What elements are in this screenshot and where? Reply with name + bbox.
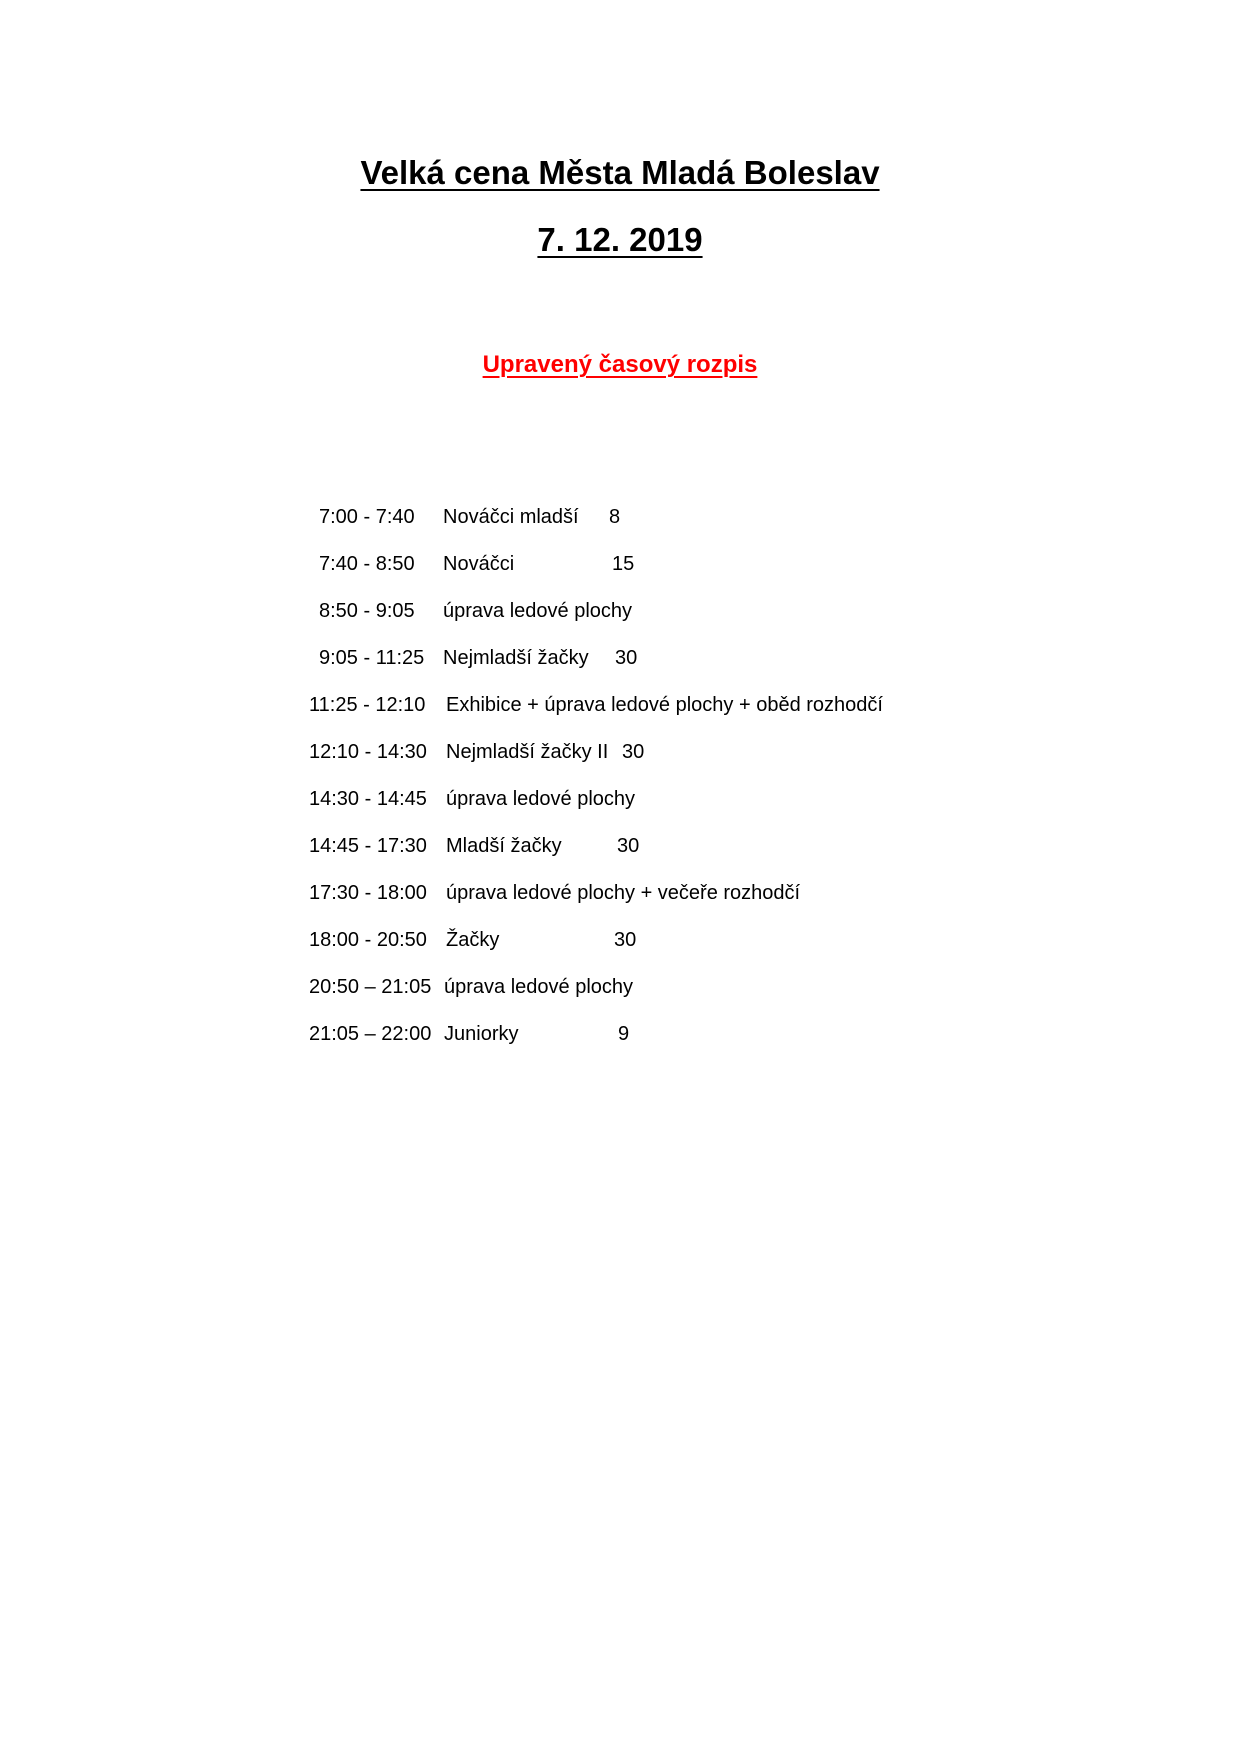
schedule-row — [0, 549, 1240, 579]
schedule-time: 7:00 - 7:40 — [319, 506, 415, 528]
schedule-time: 20:50 – 21:05 — [309, 976, 432, 998]
schedule-time: 8:50 - 9:05 — [319, 600, 415, 622]
page-title — [0, 153, 1240, 193]
schedule-row — [0, 1019, 1240, 1049]
schedule-row — [0, 502, 1240, 532]
schedule-row — [0, 784, 1240, 814]
schedule-count: 15 — [612, 553, 635, 575]
schedule-event: úprava ledové plochy + večeře rozhodčí — [446, 882, 801, 904]
schedule-row — [0, 643, 1240, 673]
schedule-event: Nováčci — [443, 553, 515, 575]
schedule-event: úprava ledové plochy — [444, 976, 634, 998]
schedule-time: 18:00 - 20:50 — [309, 929, 427, 951]
schedule-row — [0, 972, 1240, 1002]
schedule-event: Žačky — [446, 929, 500, 951]
schedule-time: 14:45 - 17:30 — [309, 835, 427, 857]
schedule-time: 12:10 - 14:30 — [309, 741, 427, 763]
schedule-event: Nejmladší žačky II — [446, 741, 609, 763]
schedule-count: 8 — [609, 506, 621, 528]
schedule-event: Juniorky — [444, 1023, 519, 1045]
page-title-text: Velká cena Města Mladá Boleslav — [360, 154, 880, 191]
event-date-text: 7. 12. 2019 — [537, 221, 703, 258]
schedule-count: 30 — [622, 741, 645, 763]
schedule-row — [0, 878, 1240, 908]
schedule-time: 21:05 – 22:00 — [309, 1023, 432, 1045]
schedule-event: Mladší žačky — [446, 835, 562, 857]
schedule-count: 9 — [618, 1023, 630, 1045]
schedule-count: 30 — [615, 647, 638, 669]
schedule-row — [0, 737, 1240, 767]
schedule-row — [0, 690, 1240, 720]
schedule-time: 14:30 - 14:45 — [309, 788, 427, 810]
schedule-time: 11:25 - 12:10 — [309, 694, 426, 716]
event-date — [0, 220, 1240, 260]
schedule-event: Nejmladší žačky — [443, 647, 589, 669]
schedule-event: úprava ledové plochy — [443, 600, 633, 622]
schedule-event: Nováčci mladší — [443, 506, 579, 528]
schedule-row — [0, 831, 1240, 861]
schedule-subtitle — [0, 350, 1240, 380]
schedule-event: Exhibice + úprava ledové plochy + oběd rozhodčí — [446, 694, 883, 716]
schedule-time: 7:40 - 8:50 — [319, 553, 415, 575]
schedule-count: 30 — [614, 929, 637, 951]
schedule-row — [0, 925, 1240, 955]
schedule-count: 30 — [617, 835, 640, 857]
schedule-row — [0, 596, 1240, 626]
schedule-time: 17:30 - 18:00 — [309, 882, 427, 904]
schedule-event: úprava ledové plochy — [446, 788, 636, 810]
schedule-time: 9:05 - 11:25 — [319, 647, 425, 669]
schedule-subtitle-text: Upravený časový rozpis — [482, 351, 758, 378]
